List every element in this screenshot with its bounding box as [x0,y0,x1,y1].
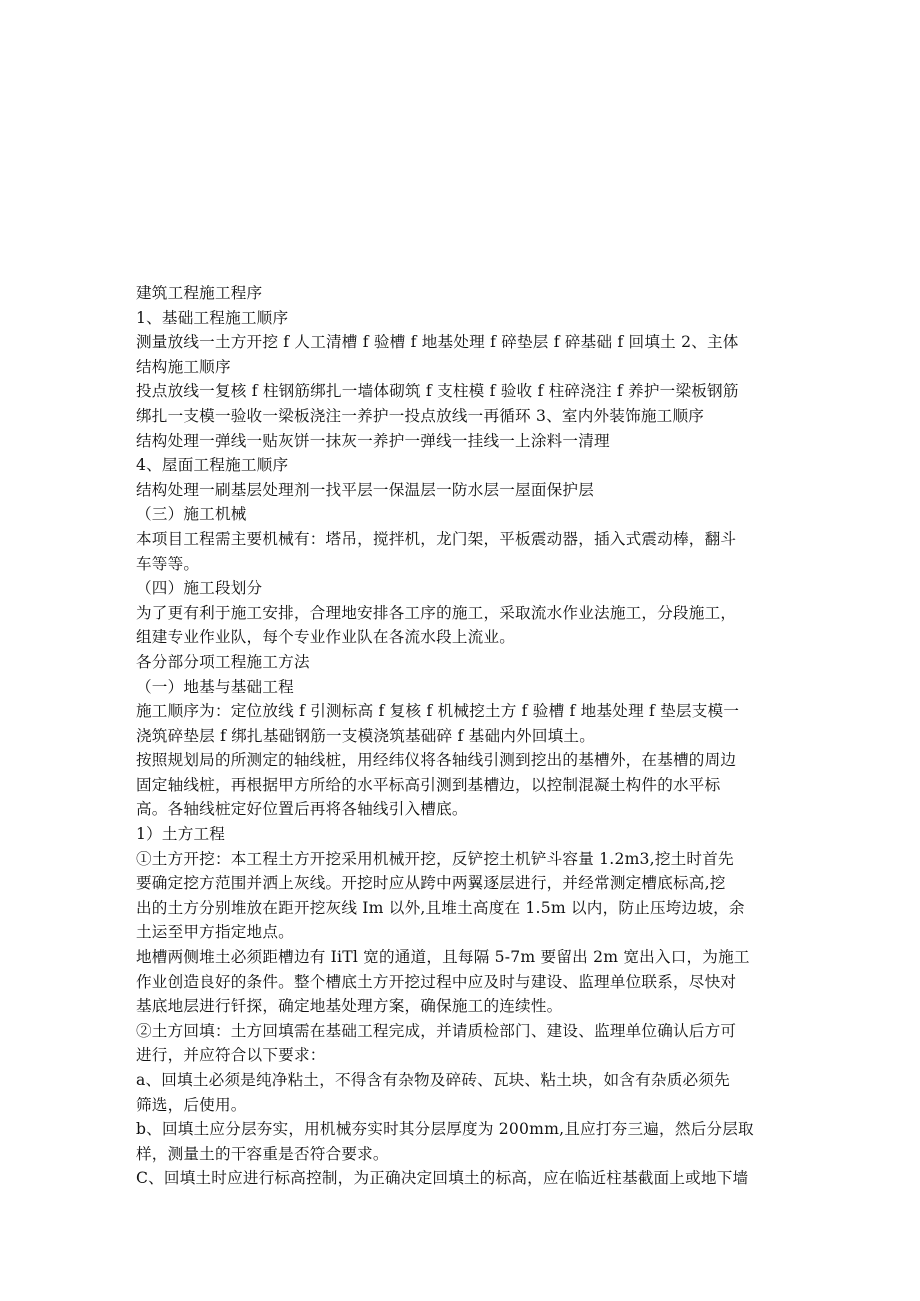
paragraph-line: 为了更有利于施工安排，合理地安排各工序的施工，采取流水作业法施工，分段施工， [136,603,737,622]
paragraph-line: 按照规划局的所测定的轴线桩，用经纬仪将各轴线引测到挖出的基槽外，在基槽的周边 [136,751,737,770]
paragraph-line: 固定轴线桩，再根据甲方所给的水平标高引测到基槽边，以控制混凝土构件的水平标 [136,775,721,794]
paragraph-line: 测量放线一土方开挖 f 人工清槽 f 验槽 f 地基处理 f 碎垫层 f 碎基础 f 回填土 2、主体 [136,333,739,352]
section-heading: 1、基础工程施工顺序 [136,308,289,327]
paragraph-line: 绑扎一支模一验收一梁板浇注一养护一投点放线一再循环 3、室内外装饰施工顺序 [136,406,705,425]
paragraph-line: 作业创造良好的条件。整个槽底土方开挖过程中应及时与建设、监理单位联系，尽快对 [136,972,737,991]
paragraph-line: 车等等。 [136,554,200,573]
paragraph-line: 进行，并应符合以下要求： [136,1046,326,1065]
paragraph-line: 浇筑碎垫层 f 绑扎基础钢筋一支模浇筑基础碎 f 基础内外回填土。 [136,726,596,745]
section-heading: （三）施工机械 [136,505,247,524]
paragraph-line: 筛选，后使用。 [136,1095,247,1114]
section-heading: （一）地基与基础工程 [136,677,294,696]
paragraph-line: C、回填土时应进行标高控制，为正确决定回填土的标高，应在临近柱基截面上或地下墙 [136,1169,749,1188]
section-heading: 各分部分项工程施工方法 [136,652,310,671]
paragraph-line: ①土方开挖：本工程土方开挖采用机械开挖，反铲挖土机铲斗容量 1.2m3,挖土时首先 [136,849,734,868]
paragraph-line: 结构处理一刷基层处理剂一找平层一保温层一防水层一屋面保护层 [136,480,595,499]
document-body [136,281,788,1191]
section-heading: （四）施工段划分 [136,579,263,598]
paragraph-line: 本项目工程需主要机械有：塔吊，搅拌机，龙门架，平板震动器，插入式震动棒，翻斗 [136,529,737,548]
section-heading: 1）土方工程 [136,825,226,844]
section-heading: 4、屋面工程施工顺序 [136,456,289,475]
paragraph-line: 要确定挖方范围并洒上灰线。开挖时应从跨中两翼逐层进行，并经常测定槽底标高,挖 [136,874,726,893]
paragraph-line: 组建专业作业队，每个专业作业队在各流水段上流业。 [136,628,516,647]
paragraph-line: 出的土方分别堆放在距开挖灰线 Im 以外,且堆土高度在 1.5m 以内，防止压垮边坡，余 [136,898,745,917]
paragraph-line: 高。各轴线桩定好位置后再将各轴线引入槽底。 [136,800,468,819]
paragraph-line: 结构处理一弹线一贴灰饼一抹灰一养护一弹线一挂线一上涂料一清理 [136,431,610,450]
paragraph-line: a、回填土必须是纯净粘土，不得含有杂物及碎砖、瓦块、粘土块，如含有杂质必须先 [136,1071,730,1089]
paragraph-line: 施工顺序为：定位放线 f 引测标高 f 复核 f 机械挖土方 f 验槽 f 地基处理 f 垫层支模一 [136,702,740,721]
paragraph-line: ②土方回填：土方回填需在基础工程完成，并请质检部门、建设、监理单位确认后方可 [136,1021,737,1040]
paragraph-line: 基底地层进行钎探，确定地基处理方案，确保施工的连续性。 [136,997,563,1016]
doc-title: 建筑工程施工程序 [136,284,263,302]
paragraph-line: 投点放线一复核 f 柱钢筋绑扎一墙体砌筑 f 支柱模 f 验收 f 柱碎浇注 f 养护一梁板钢筋 [136,382,739,401]
paragraph-line: 土运至甲方指定地点。 [136,923,294,942]
paragraph-line: b、回填土应分层夯实，用机械夯实时其分层厚度为 200mm,且应打夯三遍，然后分层取 [136,1120,754,1139]
paragraph-line: 地槽两侧堆土必须距槽边有 IiTl 宽的通道，且每隔 5-7m 要留出 2m 宽出入口，为施工 [136,948,750,967]
paragraph-line: 结构施工顺序 [136,357,231,376]
paragraph-line: 样，测量土的干容重是否符合要求。 [136,1144,389,1163]
